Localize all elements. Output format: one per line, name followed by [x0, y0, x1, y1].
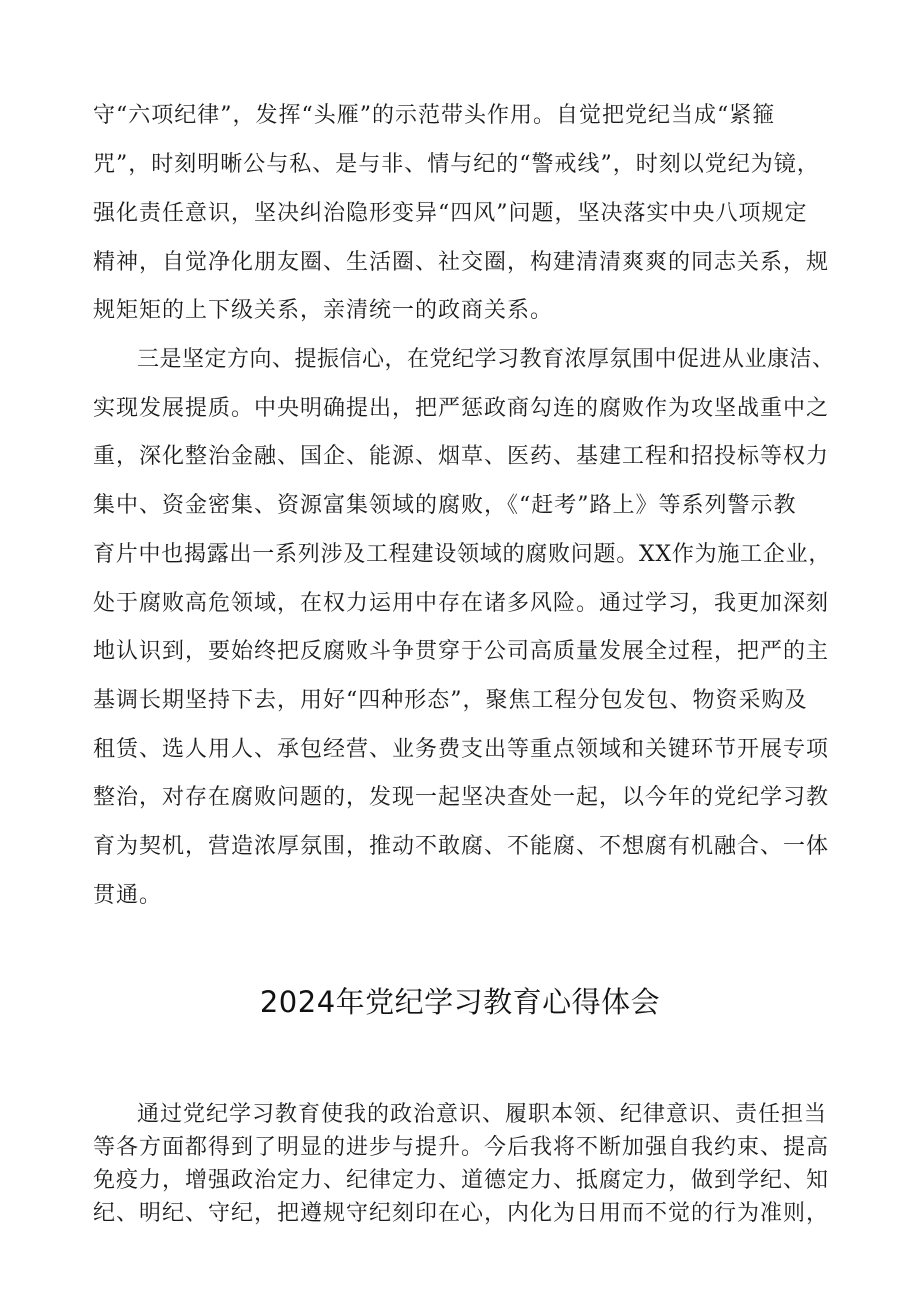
paragraph-line: 实现发展提质。中央明确提出，把严惩政商勾连的腐败作为攻坚战重中之	[93, 396, 830, 421]
paragraph-line: 租赁、选人用人、承包经营、业务费支出等重点领域和关键环节开展专项	[93, 737, 830, 762]
paragraph-line: 育为契机，营造浓厚氛围，推动不敢腐、不能腐、不想腐有机融合、一体	[93, 834, 830, 859]
paragraph-line: 整治，对存在腐败问题的，发现一起坚决查处一起，以今年的党纪学习教	[93, 785, 830, 810]
paragraph-line: 免疫力，增强政治定力、纪律定力、道德定力、抵腐定力，做到学纪、知	[93, 1168, 830, 1193]
paragraph-line: 强化责任意识，坚决纠治隐形变异“四风”问题，坚决落实中央八项规定	[93, 201, 808, 226]
paragraph-line: 守“六项纪律”，发挥“头雁”的示范带头作用。自觉把党纪当成“紧箍	[93, 103, 776, 128]
paragraph-line: 地认识到，要始终把反腐败斗争贯穿于公司高质量发展全过程，把严的主	[93, 639, 830, 664]
paragraph-line: 基调长期坚持下去，用好“四种形态”，聚焦工程分包发包、物资采购及	[93, 688, 808, 713]
paragraph-line: 通过党纪学习教育使我的政治意识、履职本领、纪律意识、责任担当	[137, 1102, 828, 1127]
paragraph-line: 贯通。	[93, 883, 163, 908]
article-title: 2024年党纪学习教育心得体会	[259, 985, 661, 1019]
paragraph-line: 三是坚定方向、提振信心，在党纪学习教育浓厚氛围中促进从业康洁、	[137, 347, 835, 372]
paragraph-line: 处于腐败高危领域，在权力运用中存在诸多风险。通过学习，我更加深刻	[93, 591, 830, 616]
paragraph-line: 等各方面都得到了明显的进步与提升。今后我将不断加强自我约束、提高	[93, 1135, 830, 1160]
paragraph-line: 规矩矩的上下级关系，亲清统一的政商关系。	[93, 298, 554, 323]
paragraph-line: 精神，自觉净化朋友圈、生活圈、社交圈，构建清清爽爽的同志关系，规	[93, 250, 830, 275]
paragraph-line: 育片中也揭露出一系列涉及工程建设领域的腐败问题。XX作为施工企业，	[93, 542, 832, 567]
paragraph-line: 纪、明纪、守纪，把遵规守纪刻印在心，内化为日用而不觉的行为准则，	[93, 1201, 830, 1226]
paragraph-line: 重，深化整治金融、国企、能源、烟草、医药、基建工程和招投标等权力	[93, 444, 830, 469]
paragraph-line: 集中、资金密集、资源富集领域的腐败，《“赶考”路上》等系列警示教	[93, 493, 797, 518]
paragraph-line: 咒”，时刻明晰公与私、是与非、情与纪的“警戒线”，时刻以党纪为镜，	[93, 152, 820, 177]
